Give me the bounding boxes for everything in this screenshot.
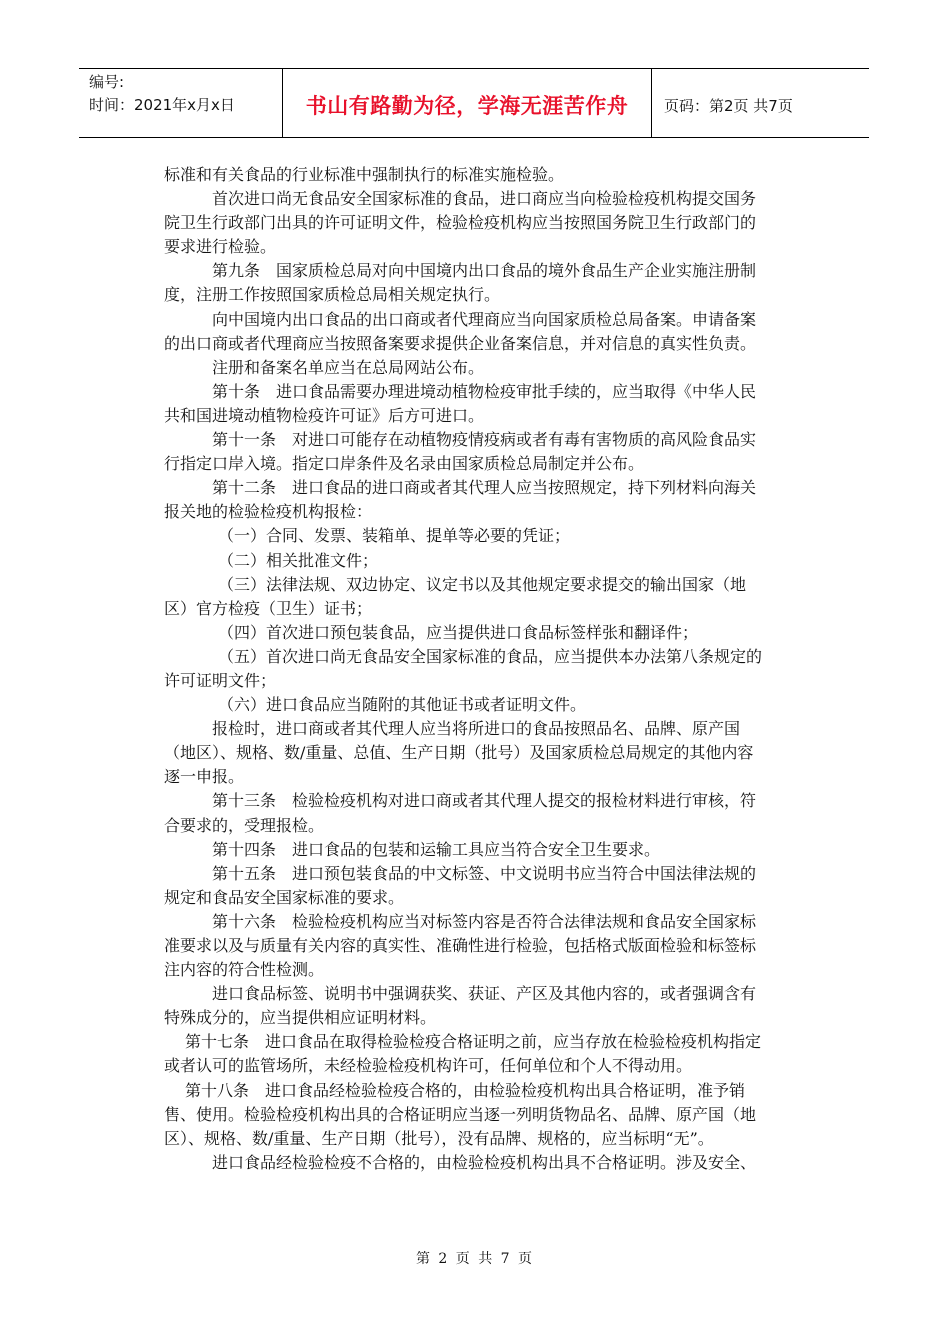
text-line: （二）相关批准文件；: [218, 550, 379, 570]
text-line: 许可证明文件；: [164, 670, 277, 690]
text-line: 注册和备案名单应当在总局网站公布。: [212, 357, 485, 377]
text-line: 标准和有关食品的行业标准中强制执行的标准实施检验。: [164, 165, 565, 184]
text-line: 第十三条 检验检疫机构对进口商或者其代理人提交的报检材料进行审核，符: [212, 791, 757, 811]
text-line: （四）首次进口预包装食品，应当提供进口食品标签样张和翻译件；: [218, 622, 699, 642]
page-footer: 第 2 页 共 7 页: [415, 1251, 535, 1267]
text-line: 准要求以及与质量有关内容的真实性、准确性进行检验，包括格式版面检验和标签标: [164, 936, 757, 955]
text-line: 进口食品标签、说明书中强调获奖、获证、产区及其他内容的，或者强调含有: [212, 984, 757, 1004]
text-line: 的出口商或者代理商应当按照备案要求提供企业备案信息，并对信息的真实性负责。: [164, 333, 757, 353]
text-line: 规定和食品安全国家标准的要求。: [164, 887, 405, 907]
text-line: 报关地的检验检疫机构报检：: [164, 502, 373, 522]
text-line: （六）进口食品应当随附的其他证书或者证明文件。: [218, 695, 587, 715]
motto-text: 书山有路勤为径，学海无涯苦作舟: [305, 94, 629, 118]
text-line: （一）合同、发票、装箱单、提单等必要的凭证；: [218, 526, 571, 546]
header-page-cell: [652, 69, 869, 137]
text-line: 要求进行检验。: [164, 237, 277, 257]
text-line: 行指定口岸入境。指定口岸条件及名录由国家质检总局制定并公布。: [164, 454, 645, 474]
text-line: 度，注册工作按照国家质检总局相关规定执行。: [164, 285, 501, 305]
text-line: 第十七条 进口食品在取得检验检疫合格证明之前，应当存放在检验检疫机构指定: [185, 1032, 762, 1052]
text-line: 第十八条 进口食品经检验检疫合格的，由检验检疫机构出具合格证明，准予销: [185, 1080, 746, 1100]
header-meta-cell: [79, 69, 283, 137]
text-line: 第十一条 对进口可能存在动植物疫情疫病或者有毒有害物质的高风险食品实: [212, 430, 757, 450]
text-line: （三）法律法规、双边协定、议定书以及其他规定要求提交的输出国家（地: [218, 574, 747, 594]
text-line: 第九条 国家质检总局对向中国境内出口食品的境外食品生产企业实施注册制: [212, 261, 757, 281]
text-line: 售、使用。检验检疫机构出具的合格证明应当逐一列明货物品名、品牌、原产国（地: [164, 1104, 757, 1124]
page-info: 页码：第2页 共7页: [664, 96, 793, 115]
document-body: [164, 163, 786, 1175]
text-line: （地区）、规格、数/重量、总值、生产日期（批号）及国家质检总局规定的其他内容: [164, 743, 754, 763]
page-header: [79, 68, 869, 138]
text-line: 特殊成分的，应当提供相应证明材料。: [164, 1008, 437, 1028]
text-line: 区）、规格、数/重量、生产日期（批号），没有品牌、规格的，应当标明“无”。: [164, 1128, 714, 1148]
text-line: 或者认可的监管场所，未经检验检疫机构许可，任何单位和个人不得动用。: [164, 1056, 693, 1076]
date-line: 时间：2021年x月x日: [89, 96, 235, 114]
text-line: （五）首次进口尚无食品安全国家标准的食品，应当提供本办法第八条规定的: [218, 646, 763, 666]
text-line: 逐一申报。: [164, 767, 245, 787]
text-line: 第十五条 进口预包装食品的中文标签、中文说明书应当符合中国法律法规的: [212, 863, 757, 883]
text-line: 注内容的符合性检测。: [164, 960, 325, 980]
number-label: 编号:: [89, 73, 125, 91]
text-line: 向中国境内出口食品的出口商或者代理商应当向国家质检总局备案。申请备案: [212, 309, 757, 329]
text-line: 院卫生行政部门出具的许可证明文件，检验检疫机构应当按照国务院卫生行政部门的: [164, 213, 757, 233]
text-line: 第十四条 进口食品的包装和运输工具应当符合安全卫生要求。: [212, 839, 661, 859]
text-line: 进口食品经检验检疫不合格的，由检验检疫机构出具不合格证明。涉及安全、: [212, 1152, 757, 1172]
text-line: 第十六条 检验检疫机构应当对标签内容是否符合法律法规和食品安全国家标: [212, 911, 757, 931]
text-line: 共和国进境动植物检疫许可证》后方可进口。: [164, 405, 485, 425]
text-line: 第十二条 进口食品的进口商或者其代理人应当按照规定，持下列材料向海关: [212, 478, 757, 498]
header-motto-cell: [283, 69, 652, 137]
text-line: 区）官方检疫（卫生）证书；: [164, 598, 373, 618]
text-line: 首次进口尚无食品安全国家标准的食品，进口商应当向检验检疫机构提交国务: [212, 189, 757, 209]
text-line: 第十条 进口食品需要办理进境动植物检疫审批手续的，应当取得《中华人民: [212, 381, 757, 401]
text-line: 报检时，进口商或者其代理人应当将所进口的食品按照品名、品牌、原产国: [212, 719, 741, 739]
text-line: 合要求的，受理报检。: [164, 815, 325, 835]
